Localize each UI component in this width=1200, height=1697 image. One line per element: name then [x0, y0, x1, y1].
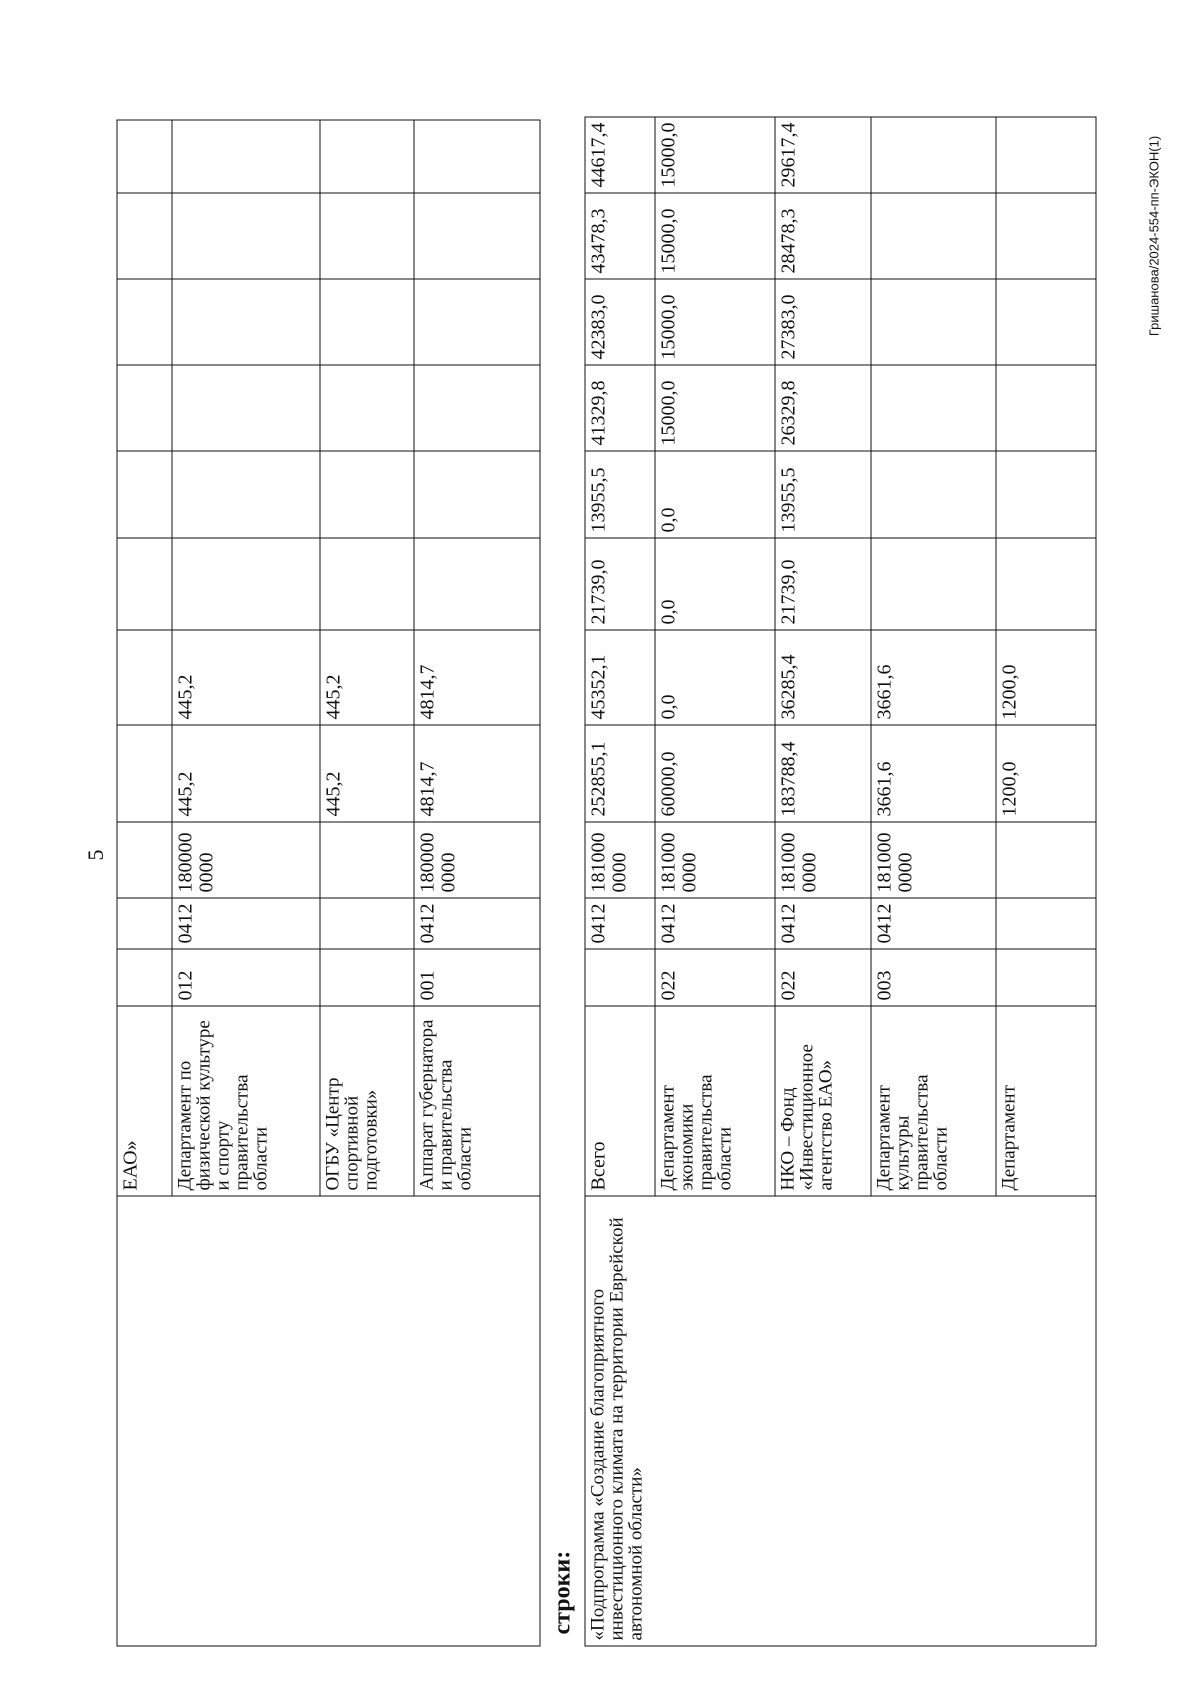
- table-cell-rz: [117, 898, 172, 949]
- rotated-content: [117, 50, 1097, 1647]
- table-cell-year: [320, 538, 414, 630]
- table-cell-year: [871, 451, 996, 538]
- table-cell-executor: НКО – Фонд «Инвестиционное агентство ЕАО»: [775, 1006, 871, 1196]
- table-cell-year: [320, 279, 414, 365]
- table-cell-rz: 0412: [414, 898, 540, 949]
- budget-table-bottom: [585, 117, 1097, 1647]
- table-cell-total: 183788,4: [775, 725, 871, 822]
- table-cell-year: [320, 193, 414, 279]
- table-cell-total: 3661,6: [871, 725, 996, 822]
- table-cell-grbs: [996, 949, 1096, 1006]
- table-cell-csr: 181000 0000: [585, 822, 655, 898]
- table-cell-year: [414, 538, 540, 630]
- table-cell-year: [117, 120, 172, 193]
- table-cell-executor: Департамент по физической культуре и спорту правительства области: [172, 1006, 320, 1196]
- table-cell-grbs: 022: [655, 949, 775, 1006]
- table-cell-year: [172, 120, 320, 193]
- table-cell-grbs: 022: [775, 949, 871, 1006]
- table-cell-year: 28478,3: [775, 193, 871, 279]
- table-cell-year: [320, 120, 414, 193]
- table-cell-year: 445,2: [320, 630, 414, 725]
- table-cell-csr: 180000 0000: [172, 822, 320, 898]
- table-cell-year: 45352,1: [585, 630, 655, 725]
- table-cell-grbs: [117, 949, 172, 1006]
- table-cell-year: [871, 365, 996, 451]
- table-cell-csr: [320, 822, 414, 898]
- table-cell-program: «Подпрограмма «Создание благоприятного инвестиционного климата на территории Еврейской автономной области»: [585, 1196, 1096, 1646]
- table-cell-program: [117, 1196, 540, 1646]
- table-cell-grbs: 012: [172, 949, 320, 1006]
- table-cell-year: [996, 279, 1096, 365]
- table-cell-csr: [117, 822, 172, 898]
- table-cell-rz: [320, 898, 414, 949]
- table-cell-year: [117, 193, 172, 279]
- table-cell-year: [414, 193, 540, 279]
- table-cell-year: [172, 365, 320, 451]
- table-cell-csr: [996, 822, 1096, 898]
- table-cell-year: 21739,0: [585, 538, 655, 630]
- table-cell-year: [871, 117, 996, 193]
- table-cell-executor: Департамент: [996, 1006, 1096, 1196]
- table-cell-total: 60000,0: [655, 725, 775, 822]
- table-cell-total: 252855,1: [585, 725, 655, 822]
- table-cell-year: 0,0: [655, 630, 775, 725]
- table-cell-grbs: 001: [414, 949, 540, 1006]
- table-cell-year: 3661,6: [871, 630, 996, 725]
- table-cell-year: [172, 538, 320, 630]
- table-cell-year: 13955,5: [775, 451, 871, 538]
- table-cell-rz: 0412: [585, 898, 655, 949]
- table-cell-total: 1200,0: [996, 725, 1096, 822]
- table-cell-total: [117, 725, 172, 822]
- table-cell-grbs: [585, 949, 655, 1006]
- table-cell-year: 15000,0: [655, 117, 775, 193]
- table-cell-total: 4814,7: [414, 725, 540, 822]
- table-cell-year: [414, 279, 540, 365]
- table-cell-year: [996, 451, 1096, 538]
- budget-table-top: [117, 120, 541, 1647]
- table-cell-year: [117, 451, 172, 538]
- table-cell-year: 4814,7: [414, 630, 540, 725]
- table-cell-year: [117, 630, 172, 725]
- table-cell-year: 44617,4: [585, 117, 655, 193]
- section-heading: строки:: [549, 1550, 576, 1635]
- table-cell-year: 15000,0: [655, 279, 775, 365]
- table-cell-rz: 0412: [172, 898, 320, 949]
- table-cell-year: 43478,3: [585, 193, 655, 279]
- table-cell-executor: Департамент культуры правительства области: [871, 1006, 996, 1196]
- table-cell-year: 29617,4: [775, 117, 871, 193]
- table-cell-csr: 181000 0000: [775, 822, 871, 898]
- table-row: [585, 117, 655, 1646]
- table-cell-year: [172, 279, 320, 365]
- table-cell-year: 36285,4: [775, 630, 871, 725]
- table-cell-csr: 180000 0000: [414, 822, 540, 898]
- table-cell-rz: 0412: [871, 898, 996, 949]
- table-cell-csr: 181000 0000: [655, 822, 775, 898]
- table-cell-total: 445,2: [320, 725, 414, 822]
- table-cell-year: [996, 365, 1096, 451]
- table-cell-grbs: 003: [871, 949, 996, 1006]
- table-cell-year: [996, 117, 1096, 193]
- table-cell-year: 21739,0: [775, 538, 871, 630]
- table-cell-executor: Всего: [585, 1006, 655, 1196]
- table-cell-year: 41329,8: [585, 365, 655, 451]
- table-cell-year: 445,2: [172, 630, 320, 725]
- table-cell-year: 0,0: [655, 538, 775, 630]
- table-cell-year: [117, 279, 172, 365]
- table-cell-total: 445,2: [172, 725, 320, 822]
- table-cell-year: 15000,0: [655, 365, 775, 451]
- table-cell-year: [996, 193, 1096, 279]
- table-cell-year: [414, 365, 540, 451]
- table-cell-year: 26329,8: [775, 365, 871, 451]
- table-cell-year: [871, 193, 996, 279]
- table-cell-executor: Аппарат губернатора и правительства области: [414, 1006, 540, 1196]
- table-cell-year: [414, 120, 540, 193]
- table-cell-year: [172, 193, 320, 279]
- table-cell-rz: 0412: [775, 898, 871, 949]
- table-cell-year: [117, 365, 172, 451]
- table-cell-rz: [996, 898, 1096, 949]
- table-cell-year: 0,0: [655, 451, 775, 538]
- table-cell-year: 42383,0: [585, 279, 655, 365]
- table-cell-year: [996, 538, 1096, 630]
- table-cell-year: 13955,5: [585, 451, 655, 538]
- table-cell-executor: ЕАО»: [117, 1006, 172, 1196]
- footer-stamp-text: Гришанова/2024-554-пп-ЭКОН(1): [1146, 135, 1162, 337]
- table-cell-rz: 0412: [655, 898, 775, 949]
- table-cell-year: [320, 451, 414, 538]
- table-row: [117, 120, 172, 1646]
- table-cell-grbs: [320, 949, 414, 1006]
- table-cell-executor: ОГБУ «Центр спортивной подготовки»: [320, 1006, 414, 1196]
- table-cell-year: [320, 365, 414, 451]
- table-cell-year: 1200,0: [996, 630, 1096, 725]
- table-cell-csr: 181000 0000: [871, 822, 996, 898]
- table-cell-executor: Департамент экономики правительства области: [655, 1006, 775, 1196]
- table-cell-year: [117, 538, 172, 630]
- table-cell-year: 15000,0: [655, 193, 775, 279]
- page-number: 5: [83, 849, 108, 861]
- table-cell-year: 27383,0: [775, 279, 871, 365]
- table-cell-year: [871, 538, 996, 630]
- table-cell-year: [172, 451, 320, 538]
- table-cell-year: [871, 279, 996, 365]
- table-cell-year: [414, 451, 540, 538]
